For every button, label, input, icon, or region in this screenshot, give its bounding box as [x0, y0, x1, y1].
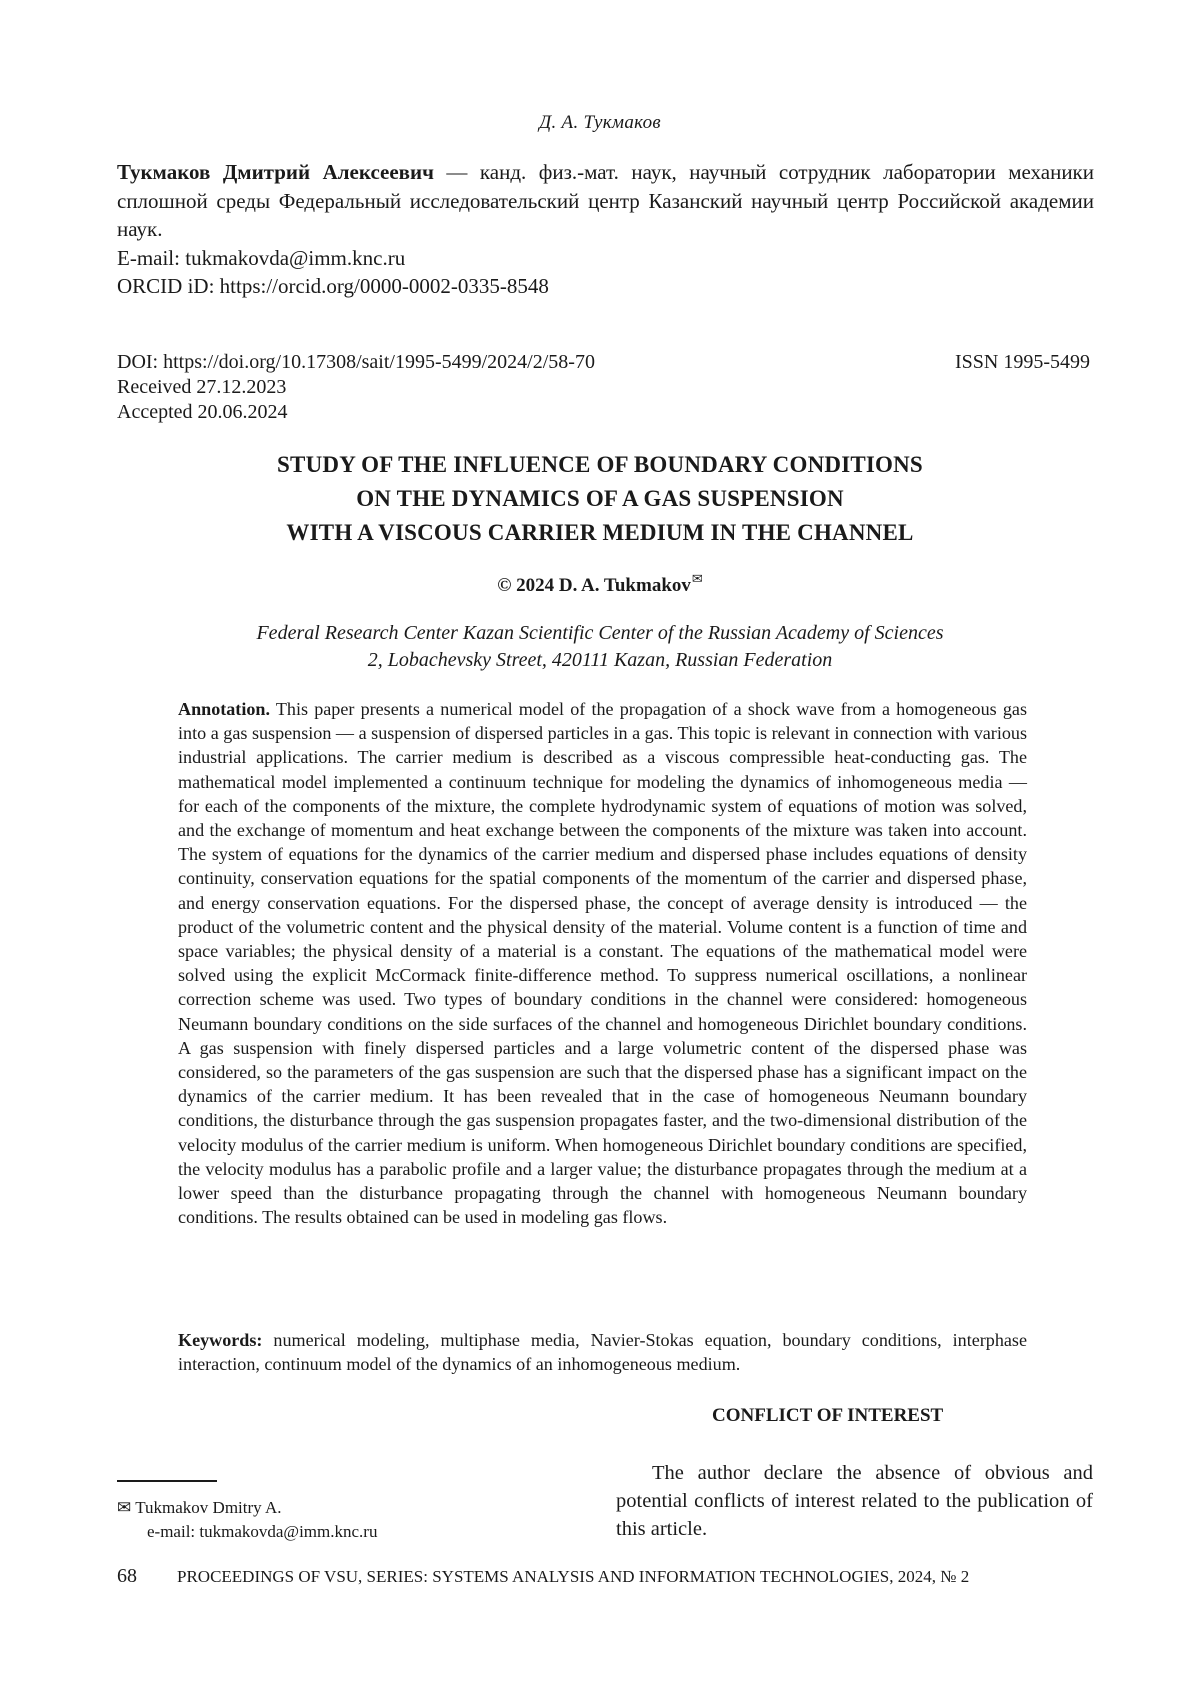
- keywords: [178, 1328, 1027, 1376]
- title-line: STUDY OF THE INFLUENCE OF BOUNDARY CONDITIONS: [277, 452, 923, 477]
- title-line: WITH A VISCOUS CARRIER MEDIUM IN THE CHANNEL: [286, 520, 914, 545]
- annotation: [178, 697, 1027, 1229]
- affiliation: [0, 620, 1200, 674]
- author-name: Тукмаков Дмитрий Алексеевич: [117, 160, 434, 184]
- author-info: [117, 158, 1094, 301]
- conflict-text: The author declare the absence of obvious and potential conflicts of interest related to the publication of this article.: [616, 1462, 1093, 1540]
- footnote-email: e-mail: tukmakovda@imm.knc.ru: [147, 1522, 378, 1541]
- footnote-rule: [117, 1480, 217, 1482]
- keywords-label: Keywords:: [178, 1330, 263, 1350]
- issn: ISSN 1995-5499: [954, 351, 1090, 373]
- accepted-date: Accepted 20.06.2024: [117, 401, 288, 423]
- annotation-label: Annotation.: [178, 699, 270, 719]
- doi: DOI: https://doi.org/10.17308/sait/1995-5499/2024/2/58-70: [117, 351, 595, 373]
- author-description: — канд. физ.-мат. наук, научный сотрудник лаборатории механики сплошной среды Федеральный исследовательский центр Казанский научный центр Российской академии наук.: [117, 160, 1094, 241]
- footnote: [117, 1496, 377, 1544]
- title-line: ON THE DYNAMICS OF A GAS SUSPENSION: [356, 486, 844, 511]
- keywords-text: numerical modeling, multiphase media, Navier-Stokas equation, boundary conditions, interphase interaction, continuum model of the dynamics of an inhomogeneous medium.: [178, 1330, 1027, 1375]
- envelope-icon: ✉: [691, 571, 703, 586]
- author-bio: [117, 160, 1094, 241]
- annotation-text: This paper presents a numerical model of the propagation of a shock wave from a homogeneous gas into a gas suspension — a suspension of dispersed particles in a gas. This topic is relevant in connection with various industrial applications. The carrier medium is described as a viscous compressible heat-conducting gas. The mathematical model implemented a continuum technique for modeling the dynamics of inhomogeneous media — for each of the components of the mixture, the complete hydrodynamic system of equations of motion was solved, and the exchange of momentum and heat exchange between the components of the mixture was taken into account. The system of equations for the dynamics of the carrier medium and dispersed phase includes equations of density continuity, conservation equations for the spatial components of the momentum of the carrier and dispersed phase, and energy conservation equations. For the dispersed phase, the concept of average density is introduced — the product of the volumetric content and the physical density of the material. Volume content is a function of time and space variables; the physical density of a material is a constant. The equations of the mathematical model were solved using the explicit McCormack finite-difference method. To suppress numerical oscillations, a nonlinear correction scheme was used. Two types of boundary conditions in the channel were considered: homogeneous Neumann boundary conditions on the side surfaces of the channel and homogeneous Dirichlet boundary conditions. A gas suspension with finely dispersed particles and a large volumetric content of the dispersed phase was considered, so the parameters of the gas suspension are such that the dispersed phase has a significant impact on the dynamics of the carrier medium. It has been revealed that in the case of homogeneous Neumann boundary conditions, the disturbance through the gas suspension propagates faster, and the two-dimensional distribution of the velocity modulus of the carrier medium is uniform. When homogeneous Dirichlet boundary conditions are specified, the velocity modulus has a parabolic profile and a larger value; the disturbance propagates through the medium at a lower speed than the disturbance propagating through the channel with homogeneous Neumann boundary conditions. The results obtained can be used in modeling gas flows.: [178, 699, 1027, 1228]
- received-date: Received 27.12.2023: [117, 376, 287, 398]
- article-title: [0, 448, 1200, 550]
- byline: [0, 571, 1200, 597]
- conflict-heading: CONFLICT OF INTEREST: [712, 1405, 944, 1426]
- byline-text: © 2024 D. A. Tukmakov: [497, 575, 691, 596]
- article-meta: [117, 350, 595, 425]
- envelope-icon: ✉: [117, 1498, 132, 1517]
- page-footer: [117, 1565, 1097, 1588]
- author-email: E-mail: tukmakovda@imm.knc.ru: [117, 245, 406, 270]
- affiliation-line: 2, Lobachevsky Street, 420111 Kazan, Russian Federation: [367, 649, 833, 671]
- page-number: 68: [117, 1565, 137, 1587]
- journal-name: PROCEEDINGS OF VSU, SERIES: SYSTEMS ANALYSIS AND INFORMATION TECHNOLOGIES, 2024, № 2: [177, 1567, 970, 1586]
- author-orcid: ORCID iD: https://orcid.org/0000-0002-0335-8548: [117, 274, 549, 298]
- running-head: Д. А. Тукмаков: [539, 112, 661, 133]
- footnote-name: Tukmakov Dmitry A.: [135, 1498, 282, 1517]
- affiliation-line: Federal Research Center Kazan Scientific Center of the Russian Academy of Sciences: [256, 622, 944, 644]
